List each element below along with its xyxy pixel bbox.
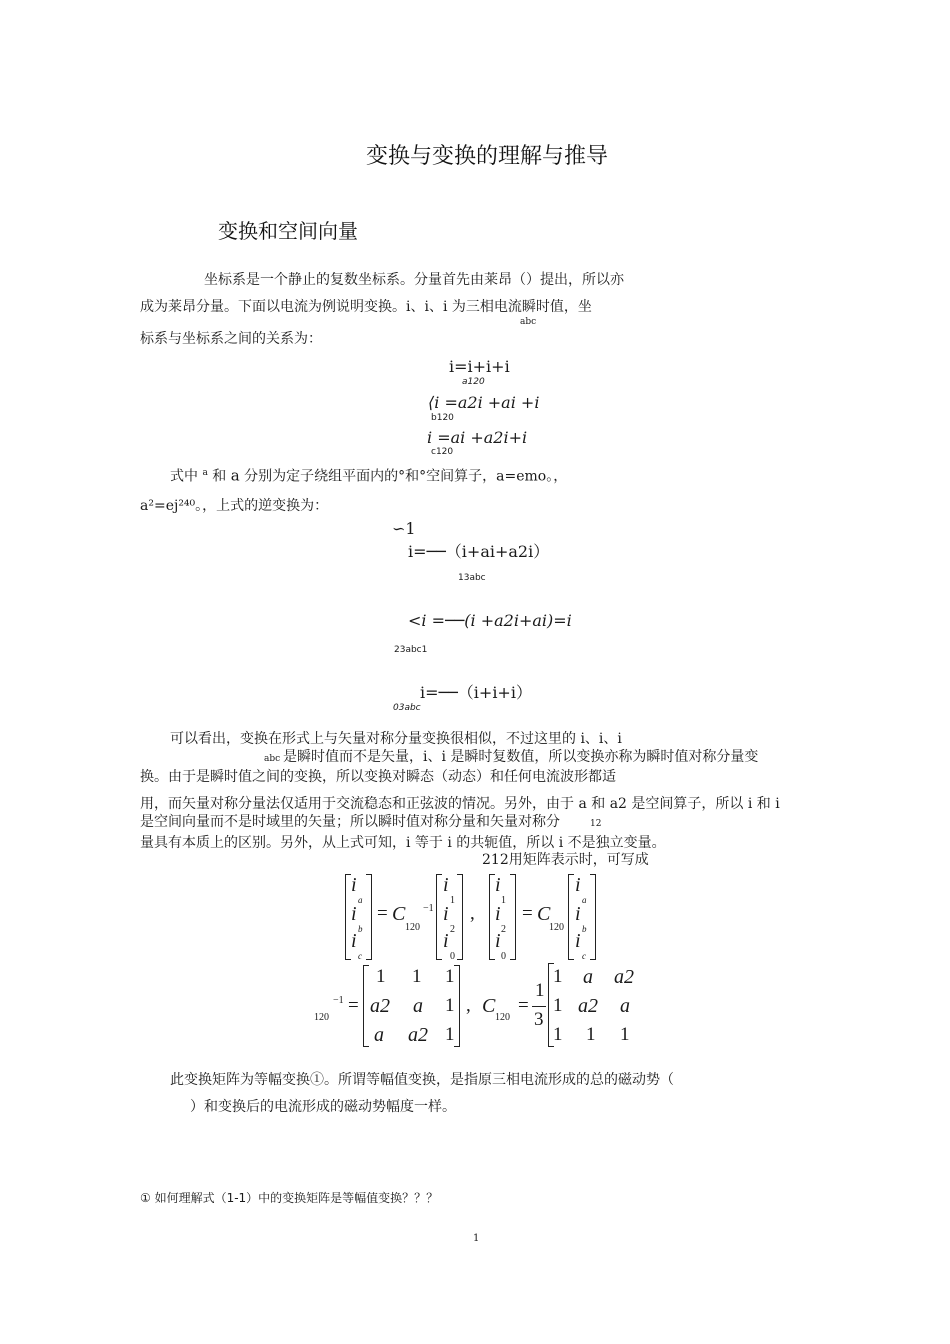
vec-120-1: i — [443, 903, 449, 925]
vec-120b-0: i — [495, 874, 501, 896]
para2-line1 — [170, 464, 567, 486]
m1-1-2: 1 — [445, 995, 455, 1016]
vec-abcb-1: i — [575, 903, 581, 925]
m2-1-0: 1 — [553, 995, 563, 1016]
para4-line2: ）和变换后的电流形成的磁动势幅度一样。 — [190, 1099, 456, 1115]
fraction-numerator: 1 — [535, 980, 545, 1001]
m2-2-2: 1 — [620, 1024, 630, 1045]
equals-sign: = — [522, 903, 533, 924]
para2-post: 分别为定子绕组平面内的°和°空间算子，a=emo。， — [244, 468, 568, 485]
page-number: 1 — [473, 1233, 480, 1244]
bracket-right — [457, 874, 463, 960]
vec-abc-sub-1: b — [358, 924, 363, 934]
m2-1-2: a — [620, 995, 630, 1017]
equals-sign: = — [348, 995, 359, 1016]
vec-abc-sub-0: a — [358, 895, 363, 905]
bracket-right — [454, 965, 460, 1047]
vec-abc-sub-2: c — [358, 951, 362, 961]
bracket-right — [366, 874, 372, 960]
para1-line2: 成为莱昂分量。下面以电流为例说明变换。i、i、i 为三相电流瞬时值，坐 — [140, 299, 592, 315]
comma: , — [466, 995, 471, 1016]
para3-line5: 是空间向量而不是时域里的矢量；所以瞬时值对称分量和矢量对称分 — [140, 814, 560, 830]
vec-120b-sub-2: 0 — [501, 951, 506, 962]
para2-pre: 式中 — [170, 468, 198, 485]
footnote: ① 如何理解式（1-1）中的变换矩阵是等幅值变换？？？ — [140, 1191, 439, 1205]
bracket-right — [510, 874, 516, 960]
fraction-bar — [532, 1006, 546, 1007]
para1-line3: 标系与坐标系之间的关系为： — [140, 331, 322, 347]
vec-abcb-sub-0: a — [582, 895, 587, 905]
vec-120-0: i — [443, 874, 449, 896]
bracket-right — [590, 874, 596, 960]
eq2-line1: i=──（i+ai+a2i） — [408, 542, 550, 561]
fraction-denominator: 3 — [534, 1009, 544, 1030]
m2-1-1: a2 — [578, 995, 598, 1017]
m1-0-0: 1 — [376, 966, 386, 987]
c-symbol: C — [392, 903, 406, 925]
m2-0-2: a2 — [614, 966, 634, 988]
c-sub: 120 — [314, 1012, 329, 1023]
para4-line1: 此变换矩阵为等幅变换①。所谓等幅值变换，是指原三相电流形成的总的磁动势（ — [170, 1072, 674, 1088]
para2-a2: a — [230, 466, 240, 485]
section-heading: 变换和空间向量 — [218, 219, 358, 243]
m1-1-0: a2 — [370, 995, 390, 1017]
para1-line1: 坐标系是一个静止的复数坐标系。分量首先由莱昂（）提出，所以亦 — [204, 272, 624, 288]
eq2-line1-sub: 13abc — [458, 573, 486, 583]
para3-line4: 用，而矢量对称分量法仅适用于交流稳态和正弦波的情况。另外，由于 a 和 a2 是空间算子，所以 i 和 i — [140, 796, 780, 812]
vec-120-2: i — [443, 930, 449, 952]
equals-sign: = — [377, 903, 388, 924]
eq1-line2-sub: b120 — [431, 413, 454, 423]
eq1-line3-sub: c120 — [431, 447, 454, 457]
para3-line5-sub: 12 — [590, 819, 602, 829]
eq2-top: ∽1 — [392, 519, 416, 538]
m1-2-1: a2 — [408, 1024, 428, 1046]
page-title: 变换与变换的理解与推导 — [366, 144, 609, 169]
vec-abcb-2: i — [575, 930, 581, 952]
vec-120b-sub-1: 2 — [501, 924, 506, 935]
vec-abc-0: i — [351, 874, 357, 896]
m2-0-1: a — [583, 966, 593, 988]
comma: , — [470, 903, 475, 924]
m1-0-1: 1 — [412, 966, 422, 987]
c-symbol: C — [537, 903, 551, 925]
vec-120-sub-2: 0 — [450, 951, 455, 962]
para3-line2: 是瞬时值而不是矢量，i、i 是瞬时复数值，所以变换亦称为瞬时值对称分量变 — [283, 749, 759, 765]
c-sub: 120 — [405, 922, 420, 933]
eq2-line2: <i =──(i +a2i+ai)=i — [408, 611, 572, 630]
m2-0-0: 1 — [553, 966, 563, 987]
eq2-line3: i=──（i+i+i） — [420, 683, 532, 702]
m2-2-0: 1 — [553, 1024, 563, 1045]
para2-mid: 和 — [212, 468, 227, 485]
m2-2-1: 1 — [586, 1024, 596, 1045]
eq2-line2-sub: 23abc1 — [394, 645, 428, 655]
bracket-left — [568, 874, 574, 960]
vec-abc-2: i — [351, 930, 357, 952]
bracket-left — [363, 965, 369, 1047]
equals-sign: = — [518, 995, 529, 1016]
para3-line1: 可以看出，变换在形式上与矢量对称分量变换很相似，不过这里的 i、i、i — [170, 731, 622, 747]
vec-120-sub-1: 2 — [450, 924, 455, 935]
m1-2-2: 1 — [445, 1024, 455, 1045]
vec-abcb-sub-2: c — [582, 951, 586, 961]
para2-line2: a²=ej²⁴⁰。，上式的逆变换为： — [140, 498, 329, 514]
para3-line6: 量具有本质上的区别。另外，从上式可知，i 等于 i 的共轭值，所以 i 不是独立变量。 — [140, 835, 666, 851]
para3-line3: 换。由于是瞬时值之间的变换，所以变换对瞬态（动态）和任何电流波形都适 — [140, 769, 616, 785]
eq1-line2: ⟨i =a2i +ai +i — [428, 393, 540, 412]
vec-120b-1: i — [495, 903, 501, 925]
c-sub: 120 — [549, 922, 564, 933]
m1-1-1: a — [413, 995, 423, 1017]
vec-120b-2: i — [495, 930, 501, 952]
m1-0-2: 1 — [445, 966, 455, 987]
vec-120b-sub-0: 1 — [501, 895, 506, 906]
bracket-left — [436, 874, 442, 960]
inverse-mark: −1 — [423, 903, 434, 914]
para3-line7: 212用矩阵表示时，可写成 — [482, 852, 649, 868]
vec-120-sub-0: 1 — [450, 895, 455, 906]
vec-abcb-0: i — [575, 874, 581, 896]
m1-2-0: a — [374, 1024, 384, 1046]
para2-a: a — [202, 468, 208, 478]
inverse-mark: −1 — [333, 995, 344, 1006]
para3-line2-sub: abc — [264, 754, 281, 764]
eq1-line1-sub: a120 — [462, 377, 485, 387]
c-symbol: C — [482, 995, 496, 1017]
para1-line2-sub: abc — [520, 317, 537, 327]
vec-abcb-sub-1: b — [582, 924, 587, 934]
c-sub: 120 — [495, 1012, 510, 1023]
eq1-line1: i=i+i+i — [449, 357, 510, 376]
vec-abc-1: i — [351, 903, 357, 925]
eq2-line3-sub: 03abc — [393, 703, 421, 713]
eq1-line3: i =ai +a2i+i — [427, 428, 528, 447]
